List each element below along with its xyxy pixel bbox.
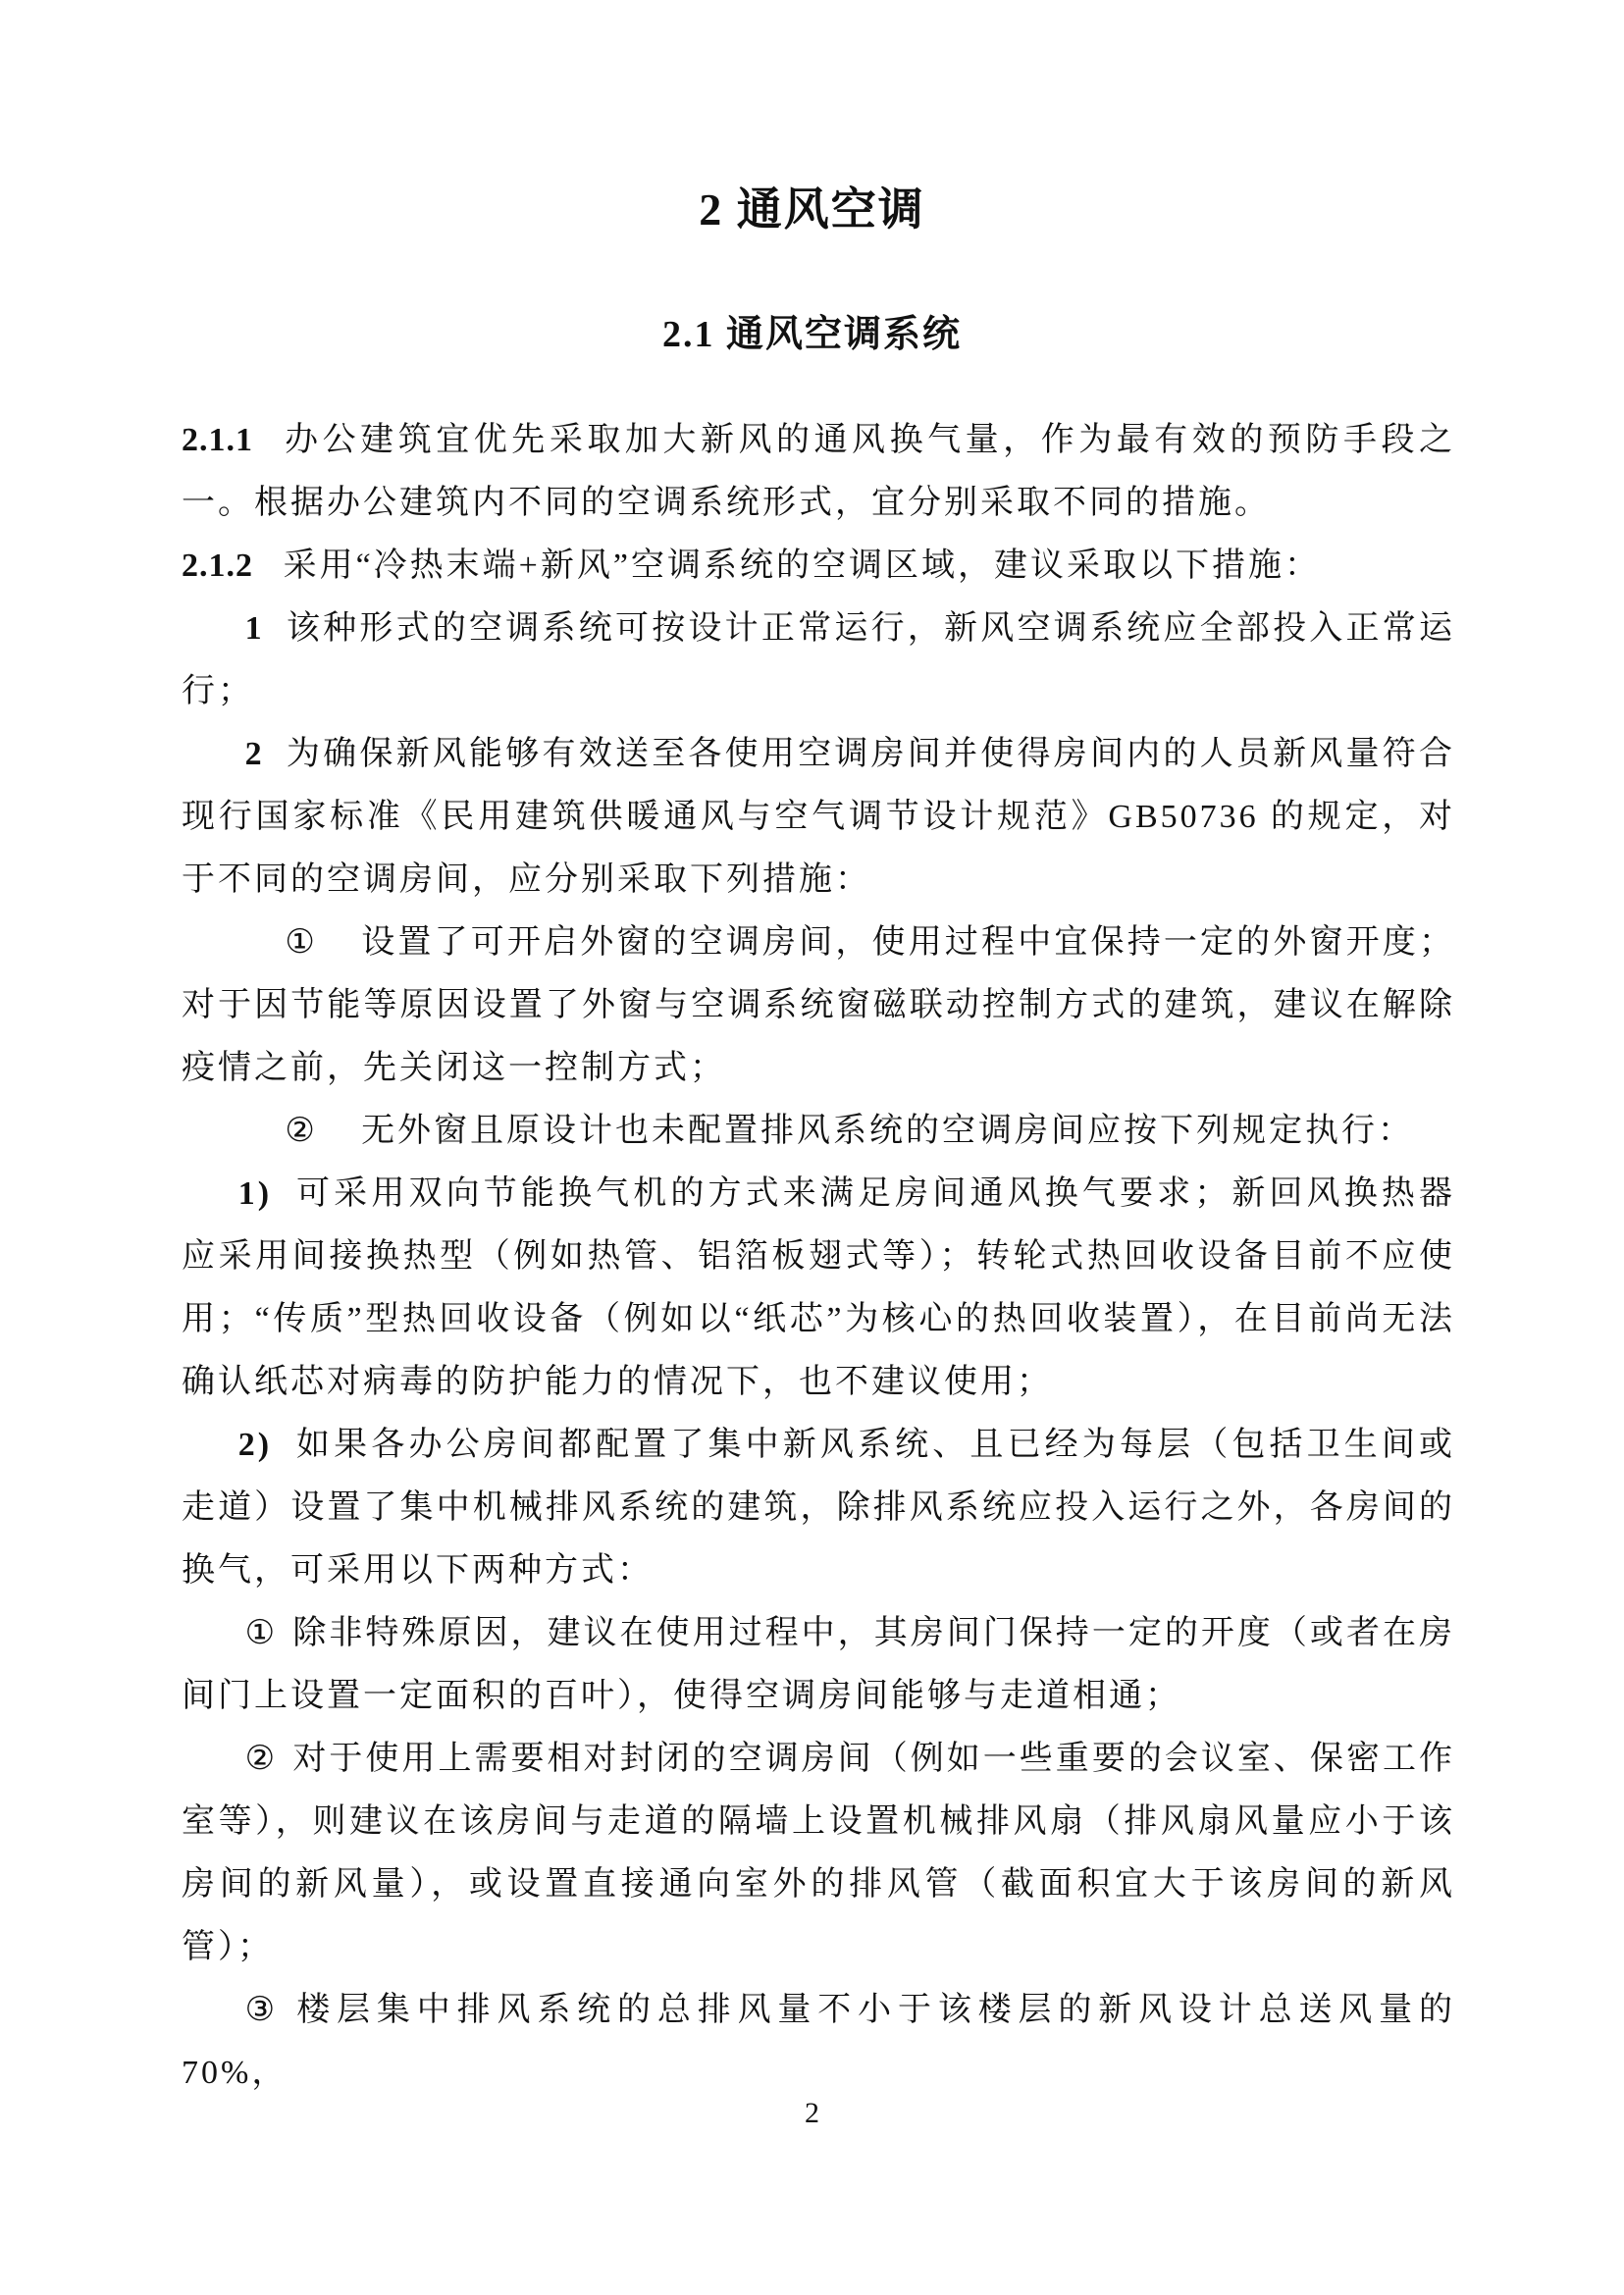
sub-item-2	[182, 1414, 1455, 1602]
page-number: 2	[805, 2097, 819, 2129]
circled-item-1	[182, 912, 1455, 1100]
paragraph-text: 无外窗且原设计也未配置排风系统的空调房间应按下列规定执行：	[361, 1112, 1415, 1149]
item-number: ③	[244, 1991, 282, 2028]
item-number: ②	[285, 1112, 318, 1149]
chapter-title: 2 通风空调	[699, 184, 925, 235]
document-body	[182, 409, 1455, 2105]
paragraph-text: 楼层集中排风系统的总排风量不小于该楼层的新风设计总送风量的 70%，	[182, 1991, 1456, 2091]
item-number: 2)	[237, 1426, 273, 1463]
paragraph-text: 可采用双向节能换气机的方式来满足房间通风换气要求；新回风换热器应采用间接换热型（例如热管、铝箔板翅式等）；转轮式热回收设备目前不应使用；“传质”型热回收设备（例如以“纸芯”为核心的热回收装置），在目前尚无法确认纸芯对病毒的防护能力的情况下，也不建议使用；	[182, 1174, 1455, 1400]
paragraph-text: 对于使用上需要相对封闭的空调房间（例如一些重要的会议室、保密工作室等），则建议在该房间与走道的隔墙上设置机械排风扇（排风扇风量应小于该房间的新风量），或设置直接通向室外的排风管（截面积宜大于该房间的新风管）；	[182, 1740, 1455, 1965]
list-item-2	[182, 723, 1455, 912]
item-number: ①	[244, 1614, 279, 1651]
paragraph-text: 为确保新风能够有效送至各使用空调房间并使得房间内的人员新风量符合现行国家标准《民用建筑供暖通风与空气调节设计规范》GB50736 的规定，对于不同的空调房间，应分别采取下列措施：	[182, 735, 1455, 898]
item-number: ②	[244, 1740, 279, 1777]
paragraph-2-1-1	[182, 409, 1455, 535]
paragraph-text: 设置了可开启外窗的空调房间，使用过程中宜保持一定的外窗开度；对于因节能等原因设置了外窗与空调系统窗磁联动控制方式的建筑，建议在解除疫情之前，先关闭这一控制方式；	[182, 923, 1456, 1086]
section-number: 2.1.2	[182, 547, 253, 584]
paragraph-text: 除非特殊原因，建议在使用过程中，其房间门保持一定的开度（或者在房间门上设置一定面积的百叶），使得空调房间能够与走道相通；	[182, 1614, 1455, 1714]
paragraph-text: 该种形式的空调系统可按设计正常运行，新风空调系统应全部投入正常运行；	[182, 609, 1455, 709]
list-item-1	[182, 598, 1455, 723]
item-number: 2	[244, 735, 265, 772]
paragraph-text: 如果各办公房间都配置了集中新风系统、且已经为每层（包括卫生间或走道）设置了集中机械排风系统的建筑，除排风系统应投入运行之外，各房间的换气，可采用以下两种方式：	[182, 1426, 1455, 1589]
circled-item-3	[182, 1602, 1455, 1728]
item-number: ①	[285, 923, 319, 961]
section-title: 2.1 通风空调系统	[661, 314, 962, 356]
section-number: 2.1.1	[182, 421, 253, 458]
paragraph-2-1-2	[182, 535, 1455, 598]
circled-item-2	[182, 1100, 1455, 1163]
paragraph-text: 办公建筑宜优先采取加大新风的通风换气量，作为最有效的预防手段之一。根据办公建筑内不同的空调系统形式，宜分别采取不同的措施。	[182, 421, 1455, 521]
item-number: 1)	[237, 1174, 273, 1212]
paragraph-text: 采用“冷热末端+新风”空调系统的空调区域，建议采取以下措施：	[283, 547, 1321, 584]
circled-item-4	[182, 1728, 1455, 1979]
item-number: 1	[244, 609, 265, 647]
sub-item-1	[182, 1163, 1455, 1414]
circled-item-5	[182, 1979, 1455, 2105]
